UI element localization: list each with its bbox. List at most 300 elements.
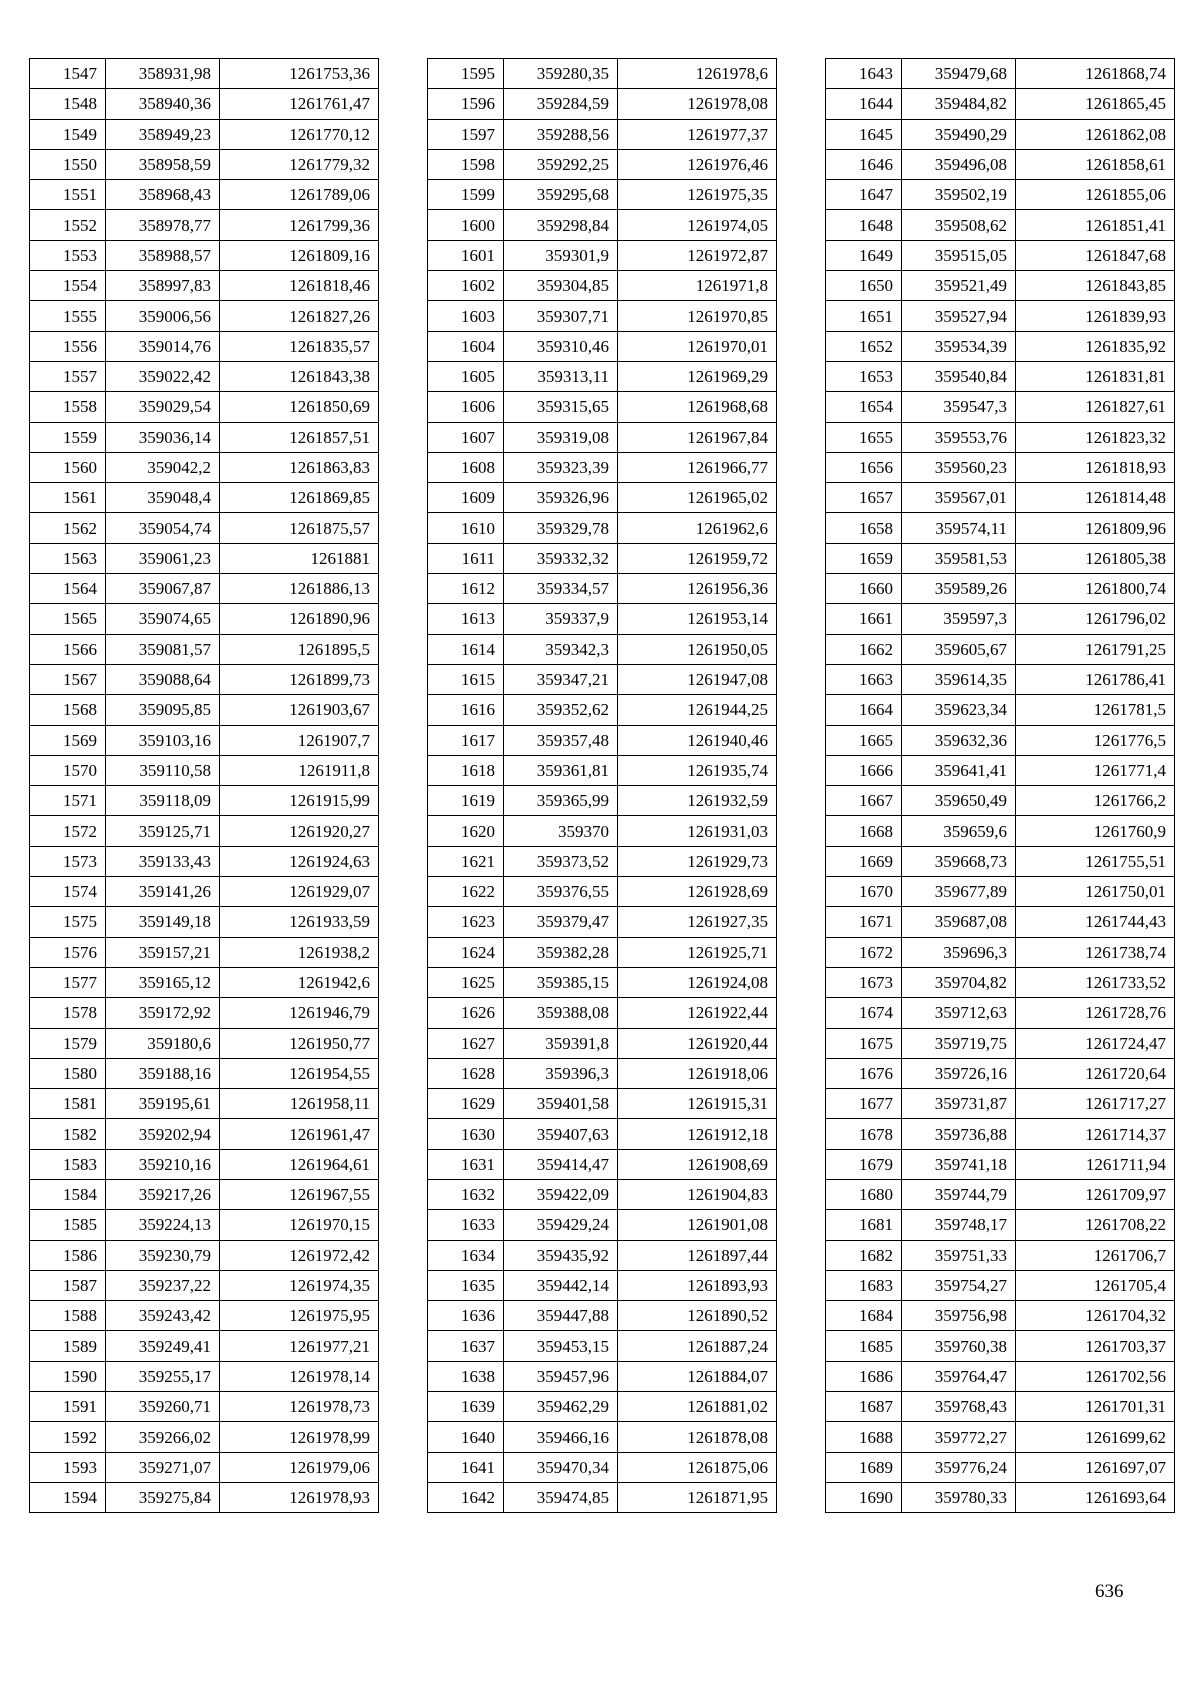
x-coordinate-cell: 359704,82 xyxy=(902,967,1016,997)
coordinates-table-body xyxy=(428,59,777,1513)
point-number-cell: 1637 xyxy=(428,1331,504,1361)
point-number-cell: 1612 xyxy=(428,574,504,604)
table-row xyxy=(30,301,379,331)
y-coordinate-cell: 1261711,94 xyxy=(1016,1149,1175,1179)
table-row xyxy=(30,1179,379,1209)
y-coordinate-cell: 1261776,5 xyxy=(1016,725,1175,755)
x-coordinate-cell: 359125,71 xyxy=(106,816,220,846)
point-number-cell: 1682 xyxy=(826,1240,902,1270)
point-number-cell: 1562 xyxy=(30,513,106,543)
table-row xyxy=(428,422,777,452)
x-coordinate-cell: 359188,16 xyxy=(106,1058,220,1088)
x-coordinate-cell: 359490,29 xyxy=(902,119,1016,149)
y-coordinate-cell: 1261814,48 xyxy=(1016,483,1175,513)
point-number-cell: 1652 xyxy=(826,331,902,361)
point-number-cell: 1556 xyxy=(30,331,106,361)
y-coordinate-cell: 1261966,77 xyxy=(618,452,777,482)
x-coordinate-cell: 358978,77 xyxy=(106,210,220,240)
x-coordinate-cell: 359310,46 xyxy=(504,331,618,361)
y-coordinate-cell: 1261970,01 xyxy=(618,331,777,361)
table-row xyxy=(428,1331,777,1361)
table-row xyxy=(428,998,777,1028)
y-coordinate-cell: 1261809,96 xyxy=(1016,513,1175,543)
point-number-cell: 1624 xyxy=(428,937,504,967)
y-coordinate-cell: 1261977,21 xyxy=(220,1331,379,1361)
x-coordinate-cell: 359756,98 xyxy=(902,1301,1016,1331)
table-row xyxy=(826,1119,1175,1149)
point-number-cell: 1627 xyxy=(428,1028,504,1058)
point-number-cell: 1581 xyxy=(30,1089,106,1119)
y-coordinate-cell: 1261890,96 xyxy=(220,604,379,634)
table-row xyxy=(428,1392,777,1422)
y-coordinate-cell: 1261925,71 xyxy=(618,937,777,967)
table-row xyxy=(30,149,379,179)
y-coordinate-cell: 1261868,74 xyxy=(1016,59,1175,89)
table-row xyxy=(428,452,777,482)
table-row xyxy=(30,210,379,240)
point-number-cell: 1651 xyxy=(826,301,902,331)
y-coordinate-cell: 1261771,4 xyxy=(1016,755,1175,785)
x-coordinate-cell: 359414,47 xyxy=(504,1149,618,1179)
y-coordinate-cell: 1261977,37 xyxy=(618,119,777,149)
table-row xyxy=(428,846,777,876)
y-coordinate-cell: 1261796,02 xyxy=(1016,604,1175,634)
x-coordinate-cell: 359103,16 xyxy=(106,725,220,755)
x-coordinate-cell: 359271,07 xyxy=(106,1452,220,1482)
y-coordinate-cell: 1261697,07 xyxy=(1016,1452,1175,1482)
y-coordinate-cell: 1261789,06 xyxy=(220,180,379,210)
x-coordinate-cell: 359453,15 xyxy=(504,1331,618,1361)
x-coordinate-cell: 359266,02 xyxy=(106,1422,220,1452)
point-number-cell: 1671 xyxy=(826,907,902,937)
x-coordinate-cell: 359534,39 xyxy=(902,331,1016,361)
table-row xyxy=(428,361,777,391)
y-coordinate-cell: 1261954,55 xyxy=(220,1058,379,1088)
point-number-cell: 1588 xyxy=(30,1301,106,1331)
point-number-cell: 1674 xyxy=(826,998,902,1028)
coordinates-table-body xyxy=(30,59,379,1513)
x-coordinate-cell: 359435,92 xyxy=(504,1240,618,1270)
y-coordinate-cell: 1261839,93 xyxy=(1016,301,1175,331)
table-row xyxy=(428,119,777,149)
table-row xyxy=(30,1210,379,1240)
y-coordinate-cell: 1261907,7 xyxy=(220,725,379,755)
y-coordinate-cell: 1261818,93 xyxy=(1016,452,1175,482)
point-number-cell: 1639 xyxy=(428,1392,504,1422)
x-coordinate-cell: 359288,56 xyxy=(504,119,618,149)
point-number-cell: 1681 xyxy=(826,1210,902,1240)
table-row xyxy=(826,1149,1175,1179)
x-coordinate-cell: 359560,23 xyxy=(902,452,1016,482)
x-coordinate-cell: 359623,34 xyxy=(902,695,1016,725)
point-number-cell: 1601 xyxy=(428,240,504,270)
y-coordinate-cell: 1261964,61 xyxy=(220,1149,379,1179)
point-number-cell: 1604 xyxy=(428,331,504,361)
y-coordinate-cell: 1261947,08 xyxy=(618,664,777,694)
x-coordinate-cell: 359744,79 xyxy=(902,1179,1016,1209)
x-coordinate-cell: 359243,42 xyxy=(106,1301,220,1331)
table-row xyxy=(30,119,379,149)
x-coordinate-cell: 359527,94 xyxy=(902,301,1016,331)
y-coordinate-cell: 1261779,32 xyxy=(220,149,379,179)
table-row xyxy=(30,574,379,604)
table-row xyxy=(428,543,777,573)
table-row xyxy=(30,937,379,967)
x-coordinate-cell: 359470,34 xyxy=(504,1452,618,1482)
x-coordinate-cell: 359776,24 xyxy=(902,1452,1016,1482)
table-row xyxy=(826,543,1175,573)
table-row xyxy=(826,1331,1175,1361)
y-coordinate-cell: 1261750,01 xyxy=(1016,877,1175,907)
table-row xyxy=(826,1301,1175,1331)
x-coordinate-cell: 359605,67 xyxy=(902,634,1016,664)
y-coordinate-cell: 1261915,99 xyxy=(220,786,379,816)
point-number-cell: 1554 xyxy=(30,271,106,301)
table-row xyxy=(30,1270,379,1300)
table-row xyxy=(428,149,777,179)
y-coordinate-cell: 1261918,06 xyxy=(618,1058,777,1088)
y-coordinate-cell: 1261875,57 xyxy=(220,513,379,543)
table-row xyxy=(826,149,1175,179)
y-coordinate-cell: 1261974,05 xyxy=(618,210,777,240)
point-number-cell: 1647 xyxy=(826,180,902,210)
point-number-cell: 1572 xyxy=(30,816,106,846)
x-coordinate-cell: 359292,25 xyxy=(504,149,618,179)
x-coordinate-cell: 359650,49 xyxy=(902,786,1016,816)
table-row xyxy=(826,392,1175,422)
x-coordinate-cell: 359407,63 xyxy=(504,1119,618,1149)
table-row xyxy=(826,664,1175,694)
table-row xyxy=(826,59,1175,89)
x-coordinate-cell: 359376,55 xyxy=(504,877,618,907)
point-number-cell: 1654 xyxy=(826,392,902,422)
table-row xyxy=(428,89,777,119)
y-coordinate-cell: 1261770,12 xyxy=(220,119,379,149)
y-coordinate-cell: 1261959,72 xyxy=(618,543,777,573)
x-coordinate-cell: 359347,21 xyxy=(504,664,618,694)
point-number-cell: 1656 xyxy=(826,452,902,482)
table-row xyxy=(30,1452,379,1482)
point-number-cell: 1593 xyxy=(30,1452,106,1482)
point-number-cell: 1643 xyxy=(826,59,902,89)
y-coordinate-cell: 1261800,74 xyxy=(1016,574,1175,604)
y-coordinate-cell: 1261974,35 xyxy=(220,1270,379,1300)
y-coordinate-cell: 1261975,35 xyxy=(618,180,777,210)
point-number-cell: 1553 xyxy=(30,240,106,270)
y-coordinate-cell: 1261701,31 xyxy=(1016,1392,1175,1422)
point-number-cell: 1657 xyxy=(826,483,902,513)
table-row xyxy=(428,301,777,331)
table-row xyxy=(826,725,1175,755)
point-number-cell: 1555 xyxy=(30,301,106,331)
point-number-cell: 1653 xyxy=(826,361,902,391)
y-coordinate-cell: 1261978,73 xyxy=(220,1392,379,1422)
table-row xyxy=(30,543,379,573)
table-row xyxy=(30,877,379,907)
table-row xyxy=(428,1270,777,1300)
point-number-cell: 1561 xyxy=(30,483,106,513)
point-number-cell: 1626 xyxy=(428,998,504,1028)
point-number-cell: 1602 xyxy=(428,271,504,301)
table-row xyxy=(30,1301,379,1331)
x-coordinate-cell: 359429,24 xyxy=(504,1210,618,1240)
y-coordinate-cell: 1261922,44 xyxy=(618,998,777,1028)
x-coordinate-cell: 358931,98 xyxy=(106,59,220,89)
table-row xyxy=(826,240,1175,270)
x-coordinate-cell: 359217,26 xyxy=(106,1179,220,1209)
x-coordinate-cell: 359361,81 xyxy=(504,755,618,785)
table-row xyxy=(428,634,777,664)
table-row xyxy=(826,634,1175,664)
x-coordinate-cell: 359589,26 xyxy=(902,574,1016,604)
x-coordinate-cell: 359088,64 xyxy=(106,664,220,694)
y-coordinate-cell: 1261714,37 xyxy=(1016,1119,1175,1149)
x-coordinate-cell: 359237,22 xyxy=(106,1270,220,1300)
table-row xyxy=(826,1361,1175,1391)
point-number-cell: 1686 xyxy=(826,1361,902,1391)
point-number-cell: 1677 xyxy=(826,1089,902,1119)
y-coordinate-cell: 1261940,46 xyxy=(618,725,777,755)
x-coordinate-cell: 359260,71 xyxy=(106,1392,220,1422)
page-number: 636 xyxy=(1095,1581,1124,1602)
table-row xyxy=(428,180,777,210)
table-row xyxy=(826,1240,1175,1270)
y-coordinate-cell: 1261884,07 xyxy=(618,1361,777,1391)
table-row xyxy=(428,1089,777,1119)
x-coordinate-cell: 359748,17 xyxy=(902,1210,1016,1240)
x-coordinate-cell: 359540,84 xyxy=(902,361,1016,391)
table-row xyxy=(826,846,1175,876)
table-row xyxy=(428,1422,777,1452)
table-row xyxy=(30,1119,379,1149)
table-row xyxy=(428,1361,777,1391)
x-coordinate-cell: 359074,65 xyxy=(106,604,220,634)
point-number-cell: 1548 xyxy=(30,89,106,119)
y-coordinate-cell: 1261920,27 xyxy=(220,816,379,846)
x-coordinate-cell: 359295,68 xyxy=(504,180,618,210)
x-coordinate-cell: 359496,08 xyxy=(902,149,1016,179)
x-coordinate-cell: 358997,83 xyxy=(106,271,220,301)
x-coordinate-cell: 358968,43 xyxy=(106,180,220,210)
point-number-cell: 1644 xyxy=(826,89,902,119)
point-number-cell: 1560 xyxy=(30,452,106,482)
y-coordinate-cell: 1261976,46 xyxy=(618,149,777,179)
y-coordinate-cell: 1261924,08 xyxy=(618,967,777,997)
point-number-cell: 1690 xyxy=(826,1482,902,1512)
table-row xyxy=(826,180,1175,210)
y-coordinate-cell: 1261851,41 xyxy=(1016,210,1175,240)
table-row xyxy=(30,755,379,785)
table-row xyxy=(30,1028,379,1058)
table-row xyxy=(30,1331,379,1361)
point-number-cell: 1622 xyxy=(428,877,504,907)
point-number-cell: 1633 xyxy=(428,1210,504,1240)
point-number-cell: 1687 xyxy=(826,1392,902,1422)
y-coordinate-cell: 1261927,35 xyxy=(618,907,777,937)
coordinates-table-1 xyxy=(29,58,379,1513)
point-number-cell: 1679 xyxy=(826,1149,902,1179)
y-coordinate-cell: 1261978,99 xyxy=(220,1422,379,1452)
point-number-cell: 1579 xyxy=(30,1028,106,1058)
table-row xyxy=(30,271,379,301)
table-row xyxy=(826,816,1175,846)
y-coordinate-cell: 1261766,2 xyxy=(1016,786,1175,816)
x-coordinate-cell: 359195,61 xyxy=(106,1089,220,1119)
x-coordinate-cell: 359696,3 xyxy=(902,937,1016,967)
point-number-cell: 1565 xyxy=(30,604,106,634)
x-coordinate-cell: 359280,35 xyxy=(504,59,618,89)
point-number-cell: 1617 xyxy=(428,725,504,755)
point-number-cell: 1678 xyxy=(826,1119,902,1149)
x-coordinate-cell: 359202,94 xyxy=(106,1119,220,1149)
x-coordinate-cell: 359614,35 xyxy=(902,664,1016,694)
table-row xyxy=(428,240,777,270)
point-number-cell: 1625 xyxy=(428,967,504,997)
point-number-cell: 1616 xyxy=(428,695,504,725)
y-coordinate-cell: 1261799,36 xyxy=(220,210,379,240)
x-coordinate-cell: 359141,26 xyxy=(106,877,220,907)
y-coordinate-cell: 1261933,59 xyxy=(220,907,379,937)
x-coordinate-cell: 359687,08 xyxy=(902,907,1016,937)
x-coordinate-cell: 359641,41 xyxy=(902,755,1016,785)
point-number-cell: 1559 xyxy=(30,422,106,452)
point-number-cell: 1566 xyxy=(30,634,106,664)
y-coordinate-cell: 1261946,79 xyxy=(220,998,379,1028)
x-coordinate-cell: 359180,6 xyxy=(106,1028,220,1058)
y-coordinate-cell: 1261931,03 xyxy=(618,816,777,846)
x-coordinate-cell: 359741,18 xyxy=(902,1149,1016,1179)
x-coordinate-cell: 359521,49 xyxy=(902,271,1016,301)
y-coordinate-cell: 1261753,36 xyxy=(220,59,379,89)
x-coordinate-cell: 359754,27 xyxy=(902,1270,1016,1300)
point-number-cell: 1590 xyxy=(30,1361,106,1391)
table-row xyxy=(826,1210,1175,1240)
table-row xyxy=(30,452,379,482)
x-coordinate-cell: 359284,59 xyxy=(504,89,618,119)
y-coordinate-cell: 1261827,26 xyxy=(220,301,379,331)
y-coordinate-cell: 1261928,69 xyxy=(618,877,777,907)
x-coordinate-cell: 359054,74 xyxy=(106,513,220,543)
x-coordinate-cell: 359632,36 xyxy=(902,725,1016,755)
y-coordinate-cell: 1261878,08 xyxy=(618,1422,777,1452)
y-coordinate-cell: 1261835,57 xyxy=(220,331,379,361)
point-number-cell: 1591 xyxy=(30,1392,106,1422)
x-coordinate-cell: 359067,87 xyxy=(106,574,220,604)
y-coordinate-cell: 1261967,84 xyxy=(618,422,777,452)
point-number-cell: 1582 xyxy=(30,1119,106,1149)
x-coordinate-cell: 359149,18 xyxy=(106,907,220,937)
point-number-cell: 1594 xyxy=(30,1482,106,1512)
x-coordinate-cell: 359677,89 xyxy=(902,877,1016,907)
y-coordinate-cell: 1261704,32 xyxy=(1016,1301,1175,1331)
x-coordinate-cell: 359736,88 xyxy=(902,1119,1016,1149)
x-coordinate-cell: 359370 xyxy=(504,816,618,846)
y-coordinate-cell: 1261760,9 xyxy=(1016,816,1175,846)
y-coordinate-cell: 1261781,5 xyxy=(1016,695,1175,725)
table-row xyxy=(428,1149,777,1179)
x-coordinate-cell: 359396,3 xyxy=(504,1058,618,1088)
point-number-cell: 1584 xyxy=(30,1179,106,1209)
table-row xyxy=(826,1089,1175,1119)
point-number-cell: 1688 xyxy=(826,1422,902,1452)
point-number-cell: 1606 xyxy=(428,392,504,422)
y-coordinate-cell: 1261855,06 xyxy=(1016,180,1175,210)
y-coordinate-cell: 1261971,8 xyxy=(618,271,777,301)
y-coordinate-cell: 1261827,61 xyxy=(1016,392,1175,422)
table-row xyxy=(826,483,1175,513)
point-number-cell: 1650 xyxy=(826,271,902,301)
table-row xyxy=(826,907,1175,937)
coordinates-table-2 xyxy=(427,58,777,1513)
table-row xyxy=(428,1058,777,1088)
point-number-cell: 1605 xyxy=(428,361,504,391)
x-coordinate-cell: 359547,3 xyxy=(902,392,1016,422)
coordinates-table-body xyxy=(826,59,1175,1513)
y-coordinate-cell: 1261717,27 xyxy=(1016,1089,1175,1119)
x-coordinate-cell: 359479,68 xyxy=(902,59,1016,89)
y-coordinate-cell: 1261969,29 xyxy=(618,361,777,391)
y-coordinate-cell: 1261950,05 xyxy=(618,634,777,664)
point-number-cell: 1685 xyxy=(826,1331,902,1361)
point-number-cell: 1666 xyxy=(826,755,902,785)
x-coordinate-cell: 359462,29 xyxy=(504,1392,618,1422)
table-row xyxy=(30,89,379,119)
table-row xyxy=(30,725,379,755)
point-number-cell: 1549 xyxy=(30,119,106,149)
y-coordinate-cell: 1261862,08 xyxy=(1016,119,1175,149)
point-number-cell: 1640 xyxy=(428,1422,504,1452)
x-coordinate-cell: 359422,09 xyxy=(504,1179,618,1209)
point-number-cell: 1600 xyxy=(428,210,504,240)
table-row xyxy=(30,967,379,997)
y-coordinate-cell: 1261875,06 xyxy=(618,1452,777,1482)
table-row xyxy=(30,422,379,452)
point-number-cell: 1598 xyxy=(428,149,504,179)
y-coordinate-cell: 1261956,36 xyxy=(618,574,777,604)
y-coordinate-cell: 1261972,87 xyxy=(618,240,777,270)
table-row xyxy=(826,271,1175,301)
point-number-cell: 1659 xyxy=(826,543,902,573)
x-coordinate-cell: 359379,47 xyxy=(504,907,618,937)
x-coordinate-cell: 359133,43 xyxy=(106,846,220,876)
point-number-cell: 1649 xyxy=(826,240,902,270)
point-number-cell: 1660 xyxy=(826,574,902,604)
x-coordinate-cell: 359385,15 xyxy=(504,967,618,997)
table-row xyxy=(30,604,379,634)
point-number-cell: 1648 xyxy=(826,210,902,240)
table-row xyxy=(428,574,777,604)
x-coordinate-cell: 359249,41 xyxy=(106,1331,220,1361)
y-coordinate-cell: 1261693,64 xyxy=(1016,1482,1175,1512)
point-number-cell: 1634 xyxy=(428,1240,504,1270)
y-coordinate-cell: 1261942,6 xyxy=(220,967,379,997)
point-number-cell: 1547 xyxy=(30,59,106,89)
point-number-cell: 1564 xyxy=(30,574,106,604)
x-coordinate-cell: 359567,01 xyxy=(902,483,1016,513)
table-row xyxy=(30,361,379,391)
y-coordinate-cell: 1261950,77 xyxy=(220,1028,379,1058)
point-number-cell: 1664 xyxy=(826,695,902,725)
table-row xyxy=(428,271,777,301)
point-number-cell: 1578 xyxy=(30,998,106,1028)
y-coordinate-cell: 1261818,46 xyxy=(220,271,379,301)
y-coordinate-cell: 1261944,25 xyxy=(618,695,777,725)
point-number-cell: 1570 xyxy=(30,755,106,785)
table-row xyxy=(428,483,777,513)
y-coordinate-cell: 1261761,47 xyxy=(220,89,379,119)
table-row xyxy=(826,937,1175,967)
table-row xyxy=(428,816,777,846)
